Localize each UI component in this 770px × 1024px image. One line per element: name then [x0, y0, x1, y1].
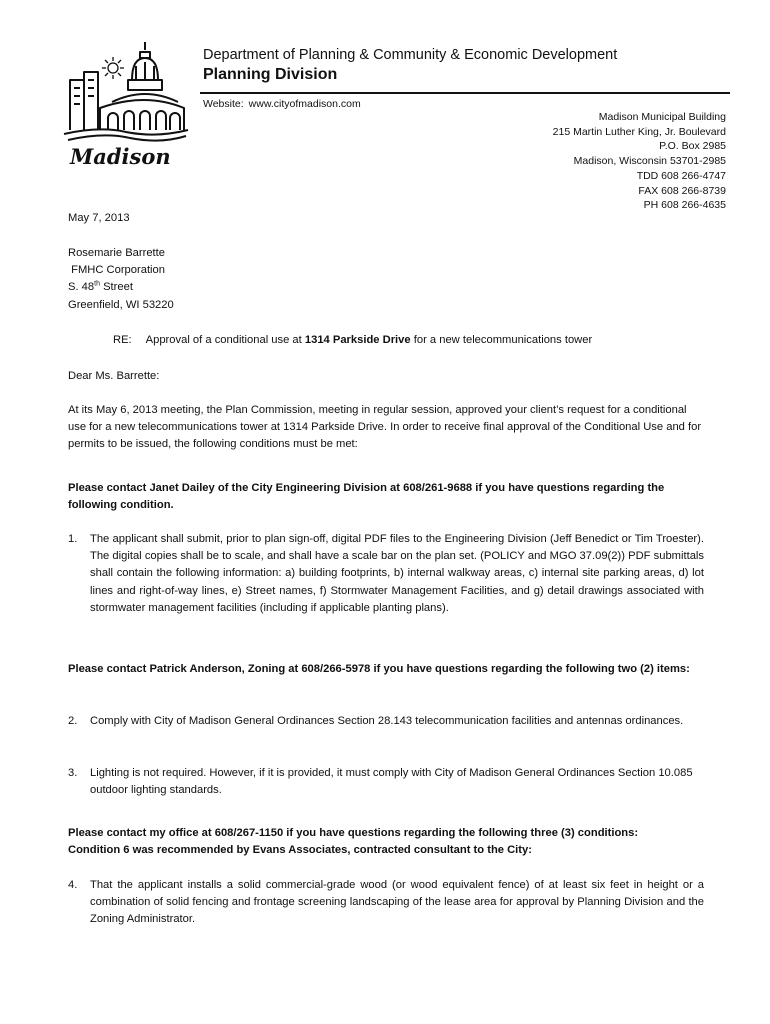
re-line: [113, 332, 592, 349]
recipient-company: FMHC Corporation: [68, 264, 165, 277]
intro-paragraph: At its May 6, 2013 meeting, the Plan Commission, meeting in regular session, approved your client’s request for a conditional use for a new telecommunications tower at 1314 Parkside Drive. In order to receive final approval of the Conditional Use and for permits to be issued, the following conditions must be met:: [68, 404, 702, 451]
item-text: Comply with City of Madison General Ordinances Section 28.143 telecommunication facilities and antennas ordinances.: [90, 715, 684, 727]
recipient-street-ordinal: th: [94, 280, 100, 288]
office-address-block: [553, 110, 726, 213]
section-heading-line-2: Condition 6 was recommended by Evans Associates, contracted consultant to the City:: [68, 844, 532, 857]
address-city: Madison, Wisconsin 53701-2985: [573, 155, 726, 168]
address-po-box: P.O. Box 2985: [659, 140, 726, 153]
condition-item-2: [68, 713, 704, 730]
recipient-block: [68, 245, 174, 314]
section-heading-engineering: Please contact Janet Dailey of the City Engineering Division at 608/261-9688 if you have questions regarding the following condition.: [68, 482, 665, 512]
address-phone: PH 608 266-4635: [643, 199, 726, 212]
website-link[interactable]: www.cityofmadison.com: [248, 98, 361, 110]
item-text: Lighting is not required. However, if it is provided, it must comply with City of Madison General Ordinances Section 10.085 outdoor lighting standards.: [90, 767, 693, 797]
condition-item-1: [68, 531, 704, 617]
item-number: 2.: [68, 715, 78, 727]
item-text: The applicant shall submit, prior to plan sign-off, digital PDF files to the Engineering Division (Jeff Benedict or Tim Troester). The digital copies shall be to scale, and shall have a scale bar on the plan set. (POLICY and MGO 37.09(2)) PDF submittals shall contain the following information: a) building footprints, b) internal walkway areas, c) internal site parking areas, d) lot lines and right-of-way lines, e) Street names, f) Stormwater Management Facilities, and g) detail drawings associated with stormwater management facilities (including if applicable planting plans).: [90, 533, 704, 614]
address-street: 215 Martin Luther King, Jr. Boulevard: [552, 125, 726, 138]
recipient-street-name: Street: [99, 281, 133, 294]
item-number: 3.: [68, 767, 78, 779]
recipient-name: Rosemarie Barrette: [68, 247, 165, 259]
section-heading-planning: [68, 825, 704, 859]
item-text: That the applicant installs a solid commercial-grade wood (or wood equivalent fence) of at least six feet in height or a combination of solid fencing and frontage screening landscaping of the lease area for approval by Planning Division and the Zoning Administrator.: [90, 879, 704, 926]
letter-date: May 7, 2013: [68, 212, 130, 224]
address-building: Madison Municipal Building: [598, 111, 726, 123]
madison-city-logo: [60, 40, 190, 170]
item-number: 1.: [68, 533, 78, 545]
re-text-before: Approval of a conditional use at: [145, 334, 305, 346]
website-label: Website:: [203, 98, 244, 110]
division-name: Planning Division: [203, 66, 338, 83]
section-heading-line-1: Please contact my office at 608/267-1150 if you have questions regarding the following three (3) conditions:: [68, 827, 639, 839]
capitol-skyline-icon: [64, 42, 188, 141]
condition-item-4: [68, 877, 704, 929]
recipient-street: [68, 279, 174, 296]
recipient-city: Greenfield, WI 53220: [68, 298, 174, 311]
re-address: 1314 Parkside Drive: [304, 334, 411, 346]
logo-madison-script: Madison: [70, 144, 171, 169]
recipient-street-number: S. 48: [68, 281, 95, 294]
header-rule: [200, 92, 730, 94]
department-name: Department of Planning & Community & Economic Development: [203, 47, 618, 63]
address-fax: FAX 608 266-8739: [638, 184, 726, 197]
website-line: [203, 98, 361, 110]
address-tdd: TDD 608 266-4747: [636, 169, 726, 182]
condition-item-3: [68, 765, 704, 799]
section-heading-zoning: Please contact Patrick Anderson, Zoning at 608/266-5978 if you have questions regarding the following two (2) items:: [68, 663, 690, 675]
item-number: 4.: [68, 879, 78, 891]
salutation: Dear Ms. Barrette:: [68, 370, 160, 382]
re-label: RE:: [113, 334, 132, 346]
sun-icon: [102, 57, 124, 79]
re-text-after: for a new telecommunications tower: [410, 334, 593, 346]
